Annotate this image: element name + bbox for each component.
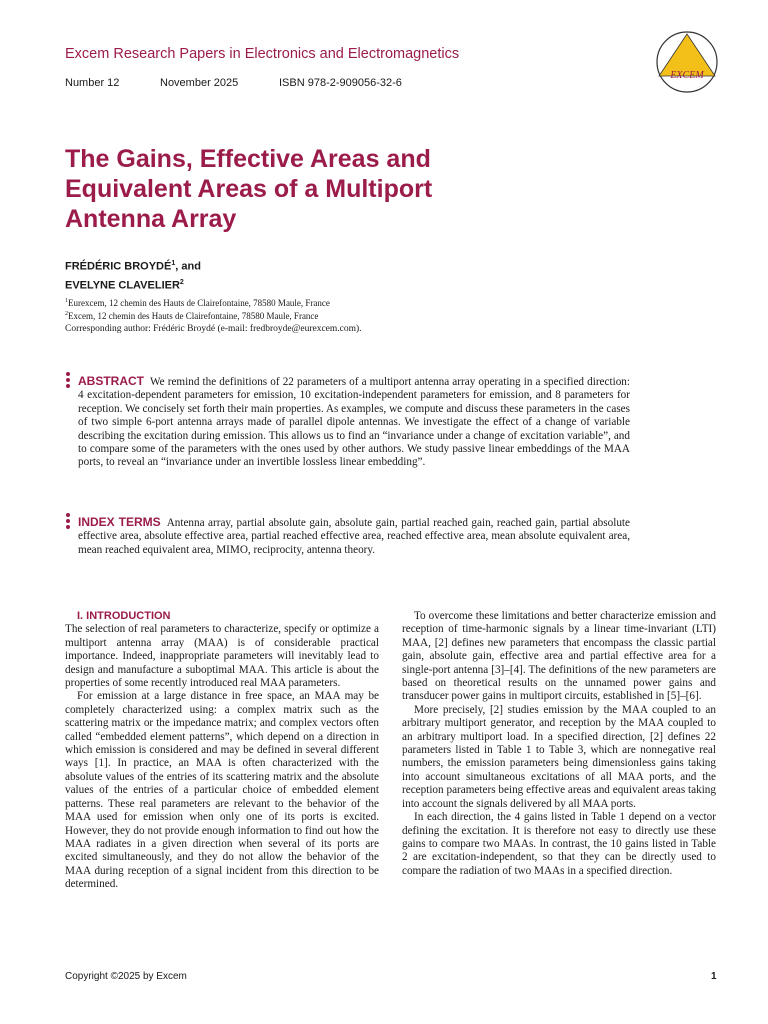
left-column: [65, 610, 379, 892]
abstract: [78, 375, 630, 470]
issue-date: November 2025: [160, 77, 239, 89]
paper-title: The Gains, Effective Areas and Equivalent Areas of a Multiport Antenna Array: [65, 145, 433, 233]
copyright-notice: Copyright ©2025 by Excem: [65, 971, 187, 982]
abstract-label: ABSTRACT: [78, 374, 144, 388]
affiliation-2: Excem, 12 chemin des Hauts de Clairefontaine, 78580 Maule, France: [68, 310, 319, 321]
section-heading-introduction: I. INTRODUCTION: [77, 610, 171, 622]
body-paragraph: The selection of real parameters to characterize, specify or optimize a multiport antenna array (MAA) is of considerable practical importance. Indeed, inappropriate parameters will inevitably lead to design and manufacture a suboptimal MAA. This article is about the properties of some recently introduced real MAA parameters.: [65, 623, 379, 690]
body-paragraph: For emission at a large distance in free space, an MAA may be completely characterized using: a complex matrix such as the scattering matrix or the impedance matrix; and complex vectors often called “embedded element patterns”, which depend on a direction in which emission is considered and may be defined in several different ways [1]. In practice, an MAA is often characterized with the absolute values of the entries of its scattering matrix and the absolute values of the entries of a particular choice of embedded element patterns. These real parameters are relevant to the behavior of the MAA used for emission when only one of its ports is excited. However, they do not provide enough information to find out how the MAA radiates in a given direction when several of its ports are excited simultaneously, and they do not allow the behavior of the MAA during reception of a signal incident from this direction to be determined.: [65, 690, 379, 891]
issue-number: Number 12: [65, 77, 120, 89]
corresponding-author: Corresponding author: Frédéric Broydé (e-mail: fredbroyde@eurexcem.com).: [65, 324, 362, 334]
isbn: ISBN 978-2-909056-32-6: [279, 77, 402, 89]
affil-2-mark: 2: [65, 310, 68, 317]
author-1: FRÉDÉRIC BROYDÉ: [65, 260, 172, 273]
index-terms: [78, 516, 630, 557]
index-terms-marker-icon: [66, 513, 70, 529]
author-1-affil-mark: 1: [171, 260, 176, 267]
author-2-affil-mark: 2: [179, 278, 184, 286]
excem-logo-text: EXCEM: [670, 70, 704, 81]
excem-logo: [655, 30, 719, 94]
affil-1-mark: 1: [65, 298, 68, 304]
author-list: [65, 256, 201, 293]
body-paragraph: To overcome these limitations and better characterize emission and reception of time-harmonic signals by a linear time-invariant (LTI) MAA, [2] defines new parameters that encompass the classic partial gain, absolute gain, effective area and partial effective area for a single-port antenna [3]–[4]. The definitions of the new parameters are based on theoretical results on the unnamed power gains and transducer power gains in multiport circuits, established in [5]–[6].: [402, 610, 716, 703]
right-column: [402, 610, 716, 878]
abstract-marker-icon: [66, 372, 70, 388]
author-conjunction: , and: [175, 260, 201, 273]
journal-title: Excem Research Papers in Electronics and Electromagnetics: [65, 46, 460, 62]
author-2: EVELYNE CLAVELIER: [65, 279, 180, 292]
body-paragraph: In each direction, the 4 gains listed in Table 1 depend on a vector defining the excitation. It is therefore not easy to directly use these gains to compare two MAAs. In contrast, the 10 gains listed in Table 2 are excitation-independent, so that they can be directly used to compare the radiation of two MAAs in a specified direction.: [402, 811, 716, 877]
index-terms-text: Antenna array, partial absolute gain, absolute gain, partial reached gain, reached gain, partial absolute effective area, absolute effective area, partial reached effective area, reached effective area, mean absolute equivalent area, mean reached equivalent area, MIMO, reciprocity, antenna theory.: [78, 517, 630, 556]
index-terms-label: INDEX TERMS: [78, 515, 161, 529]
page-number: 1: [711, 971, 717, 982]
body-paragraph: More precisely, [2] studies emission by the MAA coupled to an arbitrary multiport generator, and reception by the MAA coupled to an arbitrary multiport load. In a specified direction, [2] defines 22 parameters listed in Table 1 to Table 3, which are nonnegative real numbers, the emission parameters being dimensionless gains taking into account simultaneous excitations of all MAA ports, and the reception parameters being effective areas and equivalent areas taking into account the signals delivered by all MAA ports.: [402, 703, 716, 810]
affiliations: [65, 296, 330, 321]
abstract-text: We remind the definitions of 22 parameters of a multiport antenna array operating in a specified direction: 4 excitation-dependent parameters for emission, 10 excitation-independent parameters for emission, and 8 parameters for reception. We concisely set forth their main properties. As examples, we compute and discuss these parameters in the cases of two simple 6-port antenna arrays made of parallel dipole antennas. We investigate the effect of a change of variable describing the excitation during emission. This allows us to find an “invariance under a change of excitation variable”, and to compare some of the parameters with the ones used by other authors. We study passive linear embeddings of the MAA ports, to reveal an “invariance under an invertible lossless linear embedding”.: [78, 376, 630, 469]
affiliation-1: Eurexcem, 12 chemin des Hauts de Clairefontaine, 78580 Maule, France: [68, 298, 330, 308]
